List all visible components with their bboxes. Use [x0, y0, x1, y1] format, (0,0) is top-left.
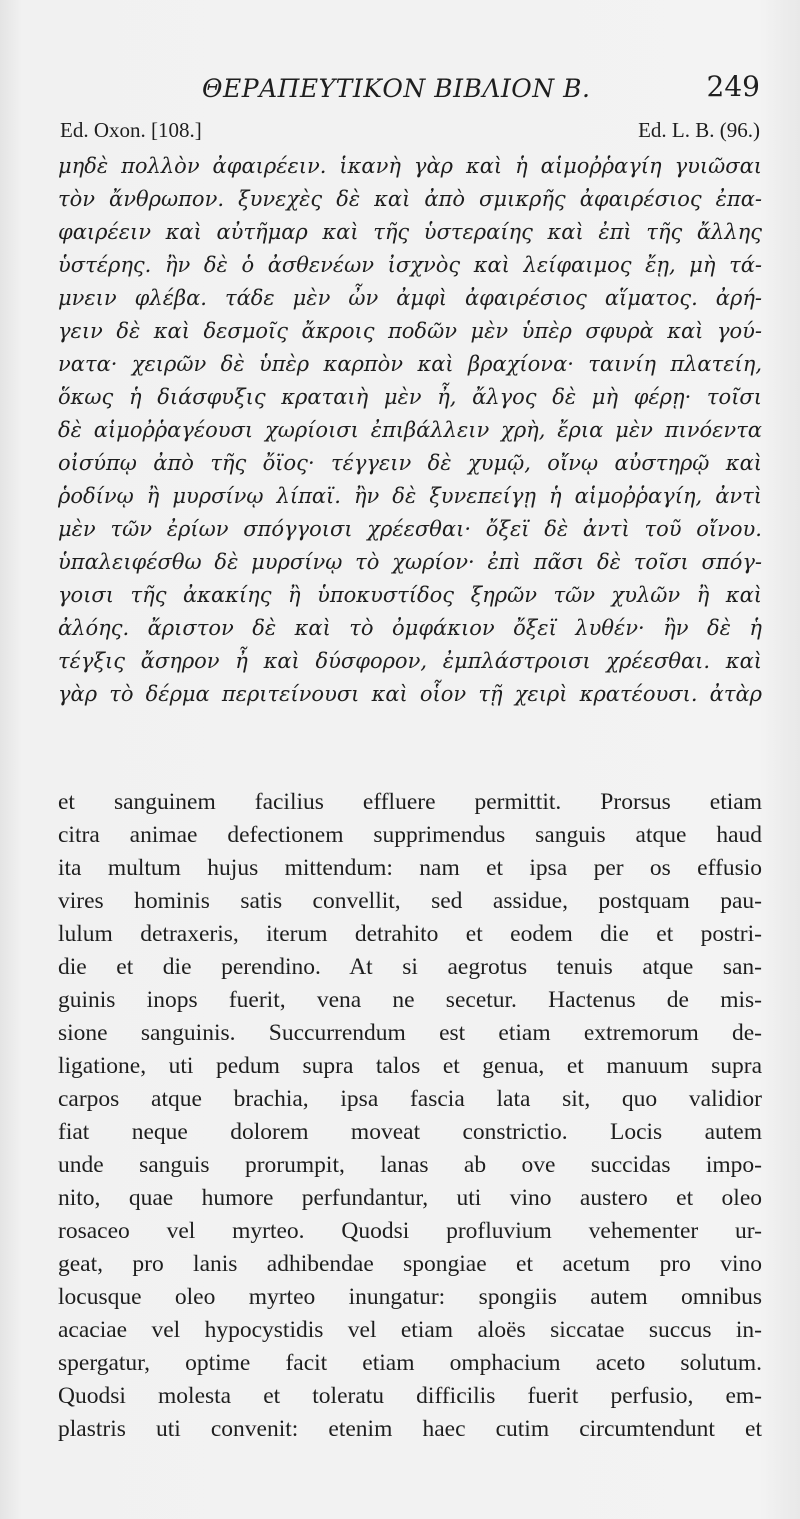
latin-line: spergatur, optime facit etiam omphacium aceto solutum. — [58, 1350, 762, 1376]
greek-line: γειν δὲ καὶ δεσμοῖς ἄκροις ποδῶν μὲν ὑπὲρ σφυρὰ καὶ γού- — [58, 319, 762, 343]
latin-line: vires hominis satis convellit, sed assidue, postquam pau- — [58, 888, 762, 914]
greek-line: οἰσύπῳ ἀπὸ τῆς ὄϊος· τέγγειν δὲ χυμῷ, οἴνῳ αὐστηρῷ καὶ — [58, 451, 762, 475]
page-number: 249 — [706, 70, 760, 103]
greek-text-block — [58, 150, 762, 711]
greek-line: ὑπαλειφέσθω δὲ μυρσίνῳ τὸ χωρίον· ἐπὶ πᾶσι δὲ τοῖσι σπόγ- — [58, 550, 762, 574]
latin-line: guinis inops fuerit, vena ne secetur. Hactenus de mis- — [58, 987, 762, 1013]
latin-translation-block — [58, 786, 762, 1446]
latin-line: plastris uti convenit: etenim haec cutim circumtendunt et — [58, 1416, 762, 1442]
latin-line: ligatione, uti pedum supra talos et genua, et manuum supra — [58, 1053, 762, 1079]
latin-line: carpos atque brachia, ipsa fascia lata sit, quo validior — [58, 1086, 762, 1112]
edition-oxon-reference: Ed. Oxon. [108.] — [60, 118, 202, 142]
latin-line: citra animae defectionem supprimendus sanguis atque haud — [58, 822, 762, 848]
greek-line: μὲν τῶν ἐρίων σπόγγοισι χρέεσθαι· ὄξεϊ δὲ ἀντὶ τοῦ οἴνου. — [58, 517, 762, 541]
latin-line: die et die perendino. At si aegrotus tenuis atque san- — [58, 954, 762, 980]
greek-line: ὑστέρης. ἢν δὲ ὁ ἀσθενέων ἰσχνὸς καὶ λείφαιμος ἔῃ, μὴ τά- — [58, 253, 762, 277]
latin-line: ita multum hujus mittendum: nam et ipsa per os effusio — [58, 855, 762, 881]
latin-line: rosaceo vel myrteo. Quodsi profluvium vehementer ur- — [58, 1218, 762, 1244]
latin-line: geat, pro lanis adhibendae spongiae et acetum pro vino — [58, 1251, 762, 1277]
greek-line: ὅκως ἡ διάσφυξις κραταιὴ μὲν ἦ, ἄλγος δὲ μὴ φέρῃ· τοῖσι — [58, 385, 762, 409]
latin-line: lulum detraxeris, iterum detrahito et eodem die et postri- — [58, 921, 762, 947]
latin-line: acaciae vel hypocystidis vel etiam aloës siccatae succus in- — [58, 1317, 762, 1343]
greek-line: γὰρ τὸ δέρμα περιτείνουσι καὶ οἷον τῇ χειρὶ κρατέουσι. ἀτὰρ — [58, 682, 762, 706]
running-title: ΘΕΡΑΠΕΥΤΙΚΟΝ ΒΙΒΛΙΟΝ Β. — [202, 74, 591, 103]
greek-line: τὸν ἄνθρωπον. ξυνεχὲς δὲ καὶ ἀπὸ σμικρῆς ἀφαιρέσιος ἐπα- — [58, 187, 762, 211]
latin-line: fiat neque dolorem moveat constrictio. Locis autem — [58, 1119, 762, 1145]
greek-line: ἀλόης. ἄριστον δὲ καὶ τὸ ὀμφάκιον ὄξεϊ λυθέν· ἢν δὲ ἡ — [58, 616, 762, 640]
greek-line: ῥοδίνῳ ἢ μυρσίνῳ λίπαϊ. ἢν δὲ ξυνεπείγῃ ἡ αἱμοῤῥαγίη, ἀντὶ — [58, 484, 762, 508]
greek-line: νατα· χειρῶν δὲ ὑπὲρ καρπὸν καὶ βραχίονα· ταινίη πλατείη, — [58, 352, 762, 376]
greek-line: τέγξις ἄσηρον ἦ καὶ δύσφορον, ἐμπλάστροισι χρέεσθαι. καὶ — [58, 649, 762, 673]
latin-line: Quodsi molesta et toleratu difficilis fuerit perfusio, em- — [58, 1383, 762, 1409]
greek-line: μνειν φλέβα. τάδε μὲν ὦν ἀμφὶ ἀφαιρέσιος αἵματος. ἀρή- — [58, 286, 762, 310]
latin-line: locusque oleo myrteo inungatur: spongiis autem omnibus — [58, 1284, 762, 1310]
greek-line: μηδὲ πολλὸν ἀφαιρέειν. ἱκανὴ γὰρ καὶ ἡ αἱμοῤῥαγίη γυιῶσαι — [58, 154, 762, 178]
greek-line: γοισι τῆς ἀκακίης ἢ ὑποκυστίδος ξηρῶν τῶν χυλῶν ἢ καὶ — [58, 583, 762, 607]
latin-line: sione sanguinis. Succurrendum est etiam extremorum de- — [58, 1020, 762, 1046]
greek-line: φαιρέειν καὶ αὐτῆμαρ καὶ τῆς ὑστεραίης καὶ ἐπὶ τῆς ἄλλης — [58, 220, 762, 244]
edition-references — [60, 118, 760, 148]
latin-line: et sanguinem facilius effluere permittit. Prorsus etiam — [58, 789, 762, 815]
running-head — [60, 66, 760, 106]
latin-line: unde sanguis prorumpit, lanas ab ove succidas impo- — [58, 1152, 762, 1178]
latin-line: nito, quae humore perfundantur, uti vino austero et oleo — [58, 1185, 762, 1211]
edition-lb-reference: Ed. L. B. (96.) — [638, 118, 760, 142]
greek-line: δὲ αἱμοῤῥαγέουσι χωρίοισι ἐπιβάλλειν χρὴ, ἔρια μὲν πινόεντα — [58, 418, 762, 442]
